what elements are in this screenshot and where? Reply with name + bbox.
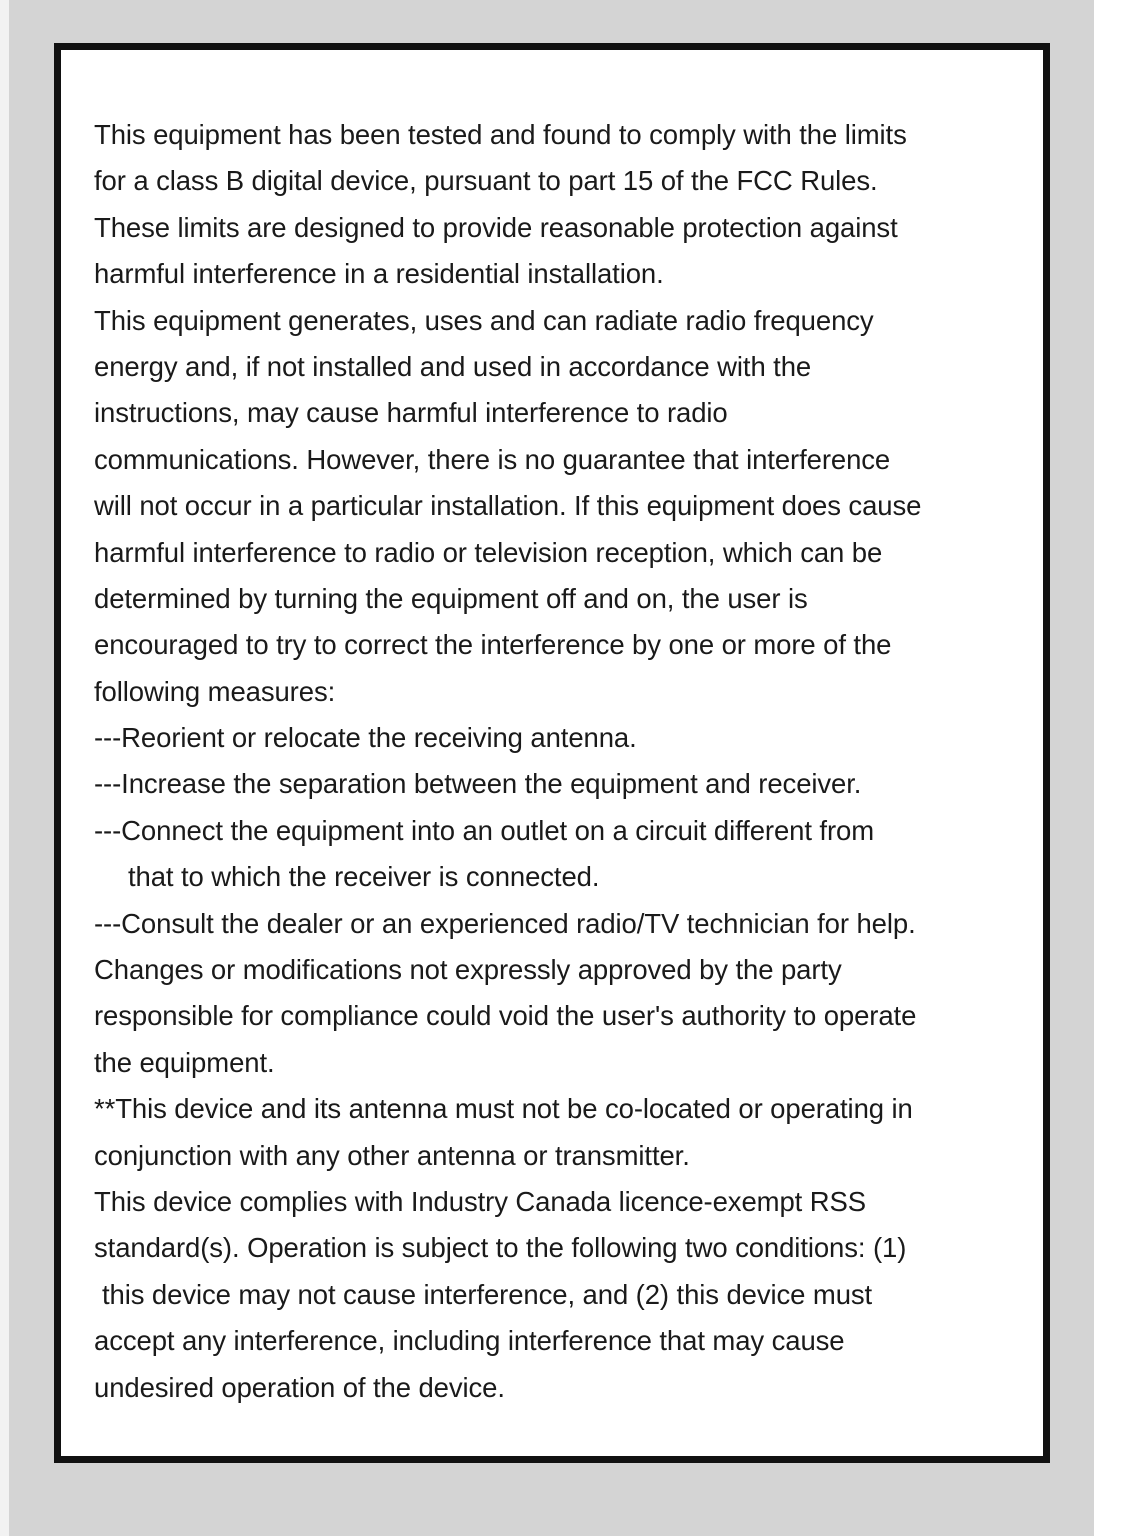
measure-item: ---Reorient or relocate the receiving antenna. <box>94 722 637 754</box>
notice-line: for a class B digital device, pursuant to part 15 of the FCC Rules. <box>94 165 878 197</box>
measure-item: ---Connect the equipment into an outlet on a circuit different from <box>94 814 875 846</box>
measure-item: ---Increase the separation between the equipment and receiver. <box>94 768 862 800</box>
notice-line: This equipment generates, uses and can radiate radio frequency <box>94 304 874 336</box>
notice-line: determined by turning the equipment off and on, the user is <box>94 582 808 614</box>
regulatory-notice-text <box>94 112 1044 1411</box>
notice-line: accept any interference, including interference that may cause <box>94 1325 845 1357</box>
notice-line: harmful interference in a residential installation. <box>94 258 664 290</box>
notice-line: the equipment. <box>94 1046 275 1078</box>
page-left-edge <box>0 0 9 1536</box>
notice-line: this device may not cause interference, and (2) this device must <box>102 1278 873 1310</box>
notice-line: **This device and its antenna must not be co-located or operating in <box>94 1093 913 1125</box>
notice-line: responsible for compliance could void the user's authority to operate <box>94 1000 917 1032</box>
notice-line: conjunction with any other antenna or transmitter. <box>94 1139 690 1171</box>
notice-line: undesired operation of the device. <box>94 1371 505 1403</box>
notice-line: encouraged to try to correct the interference by one or more of the <box>94 629 892 661</box>
notice-line: standard(s). Operation is subject to the following two conditions: (1) <box>94 1232 907 1264</box>
notice-line: harmful interference to radio or television reception, which can be <box>94 536 883 568</box>
notice-line: energy and, if not installed and used in accordance with the <box>94 350 812 382</box>
notice-line: This device complies with Industry Canada licence-exempt RSS <box>94 1185 866 1217</box>
notice-line: Changes or modifications not expressly approved by the party <box>94 954 842 986</box>
measure-item: ---Consult the dealer or an experienced radio/TV technician for help. <box>94 907 916 939</box>
notice-line: following measures: <box>94 675 336 707</box>
notice-line: This equipment has been tested and found to comply with the limits <box>94 119 907 150</box>
regulatory-notice-box <box>54 43 1050 1463</box>
measure-item-continuation: that to which the receiver is connected. <box>128 861 600 893</box>
notice-line: instructions, may cause harmful interference to radio <box>94 397 728 429</box>
notice-line: These limits are designed to provide reasonable protection against <box>94 211 898 243</box>
notice-line: communications. However, there is no guarantee that interference <box>94 443 891 475</box>
notice-line: will not occur in a particular installation. If this equipment does cause <box>94 490 922 522</box>
